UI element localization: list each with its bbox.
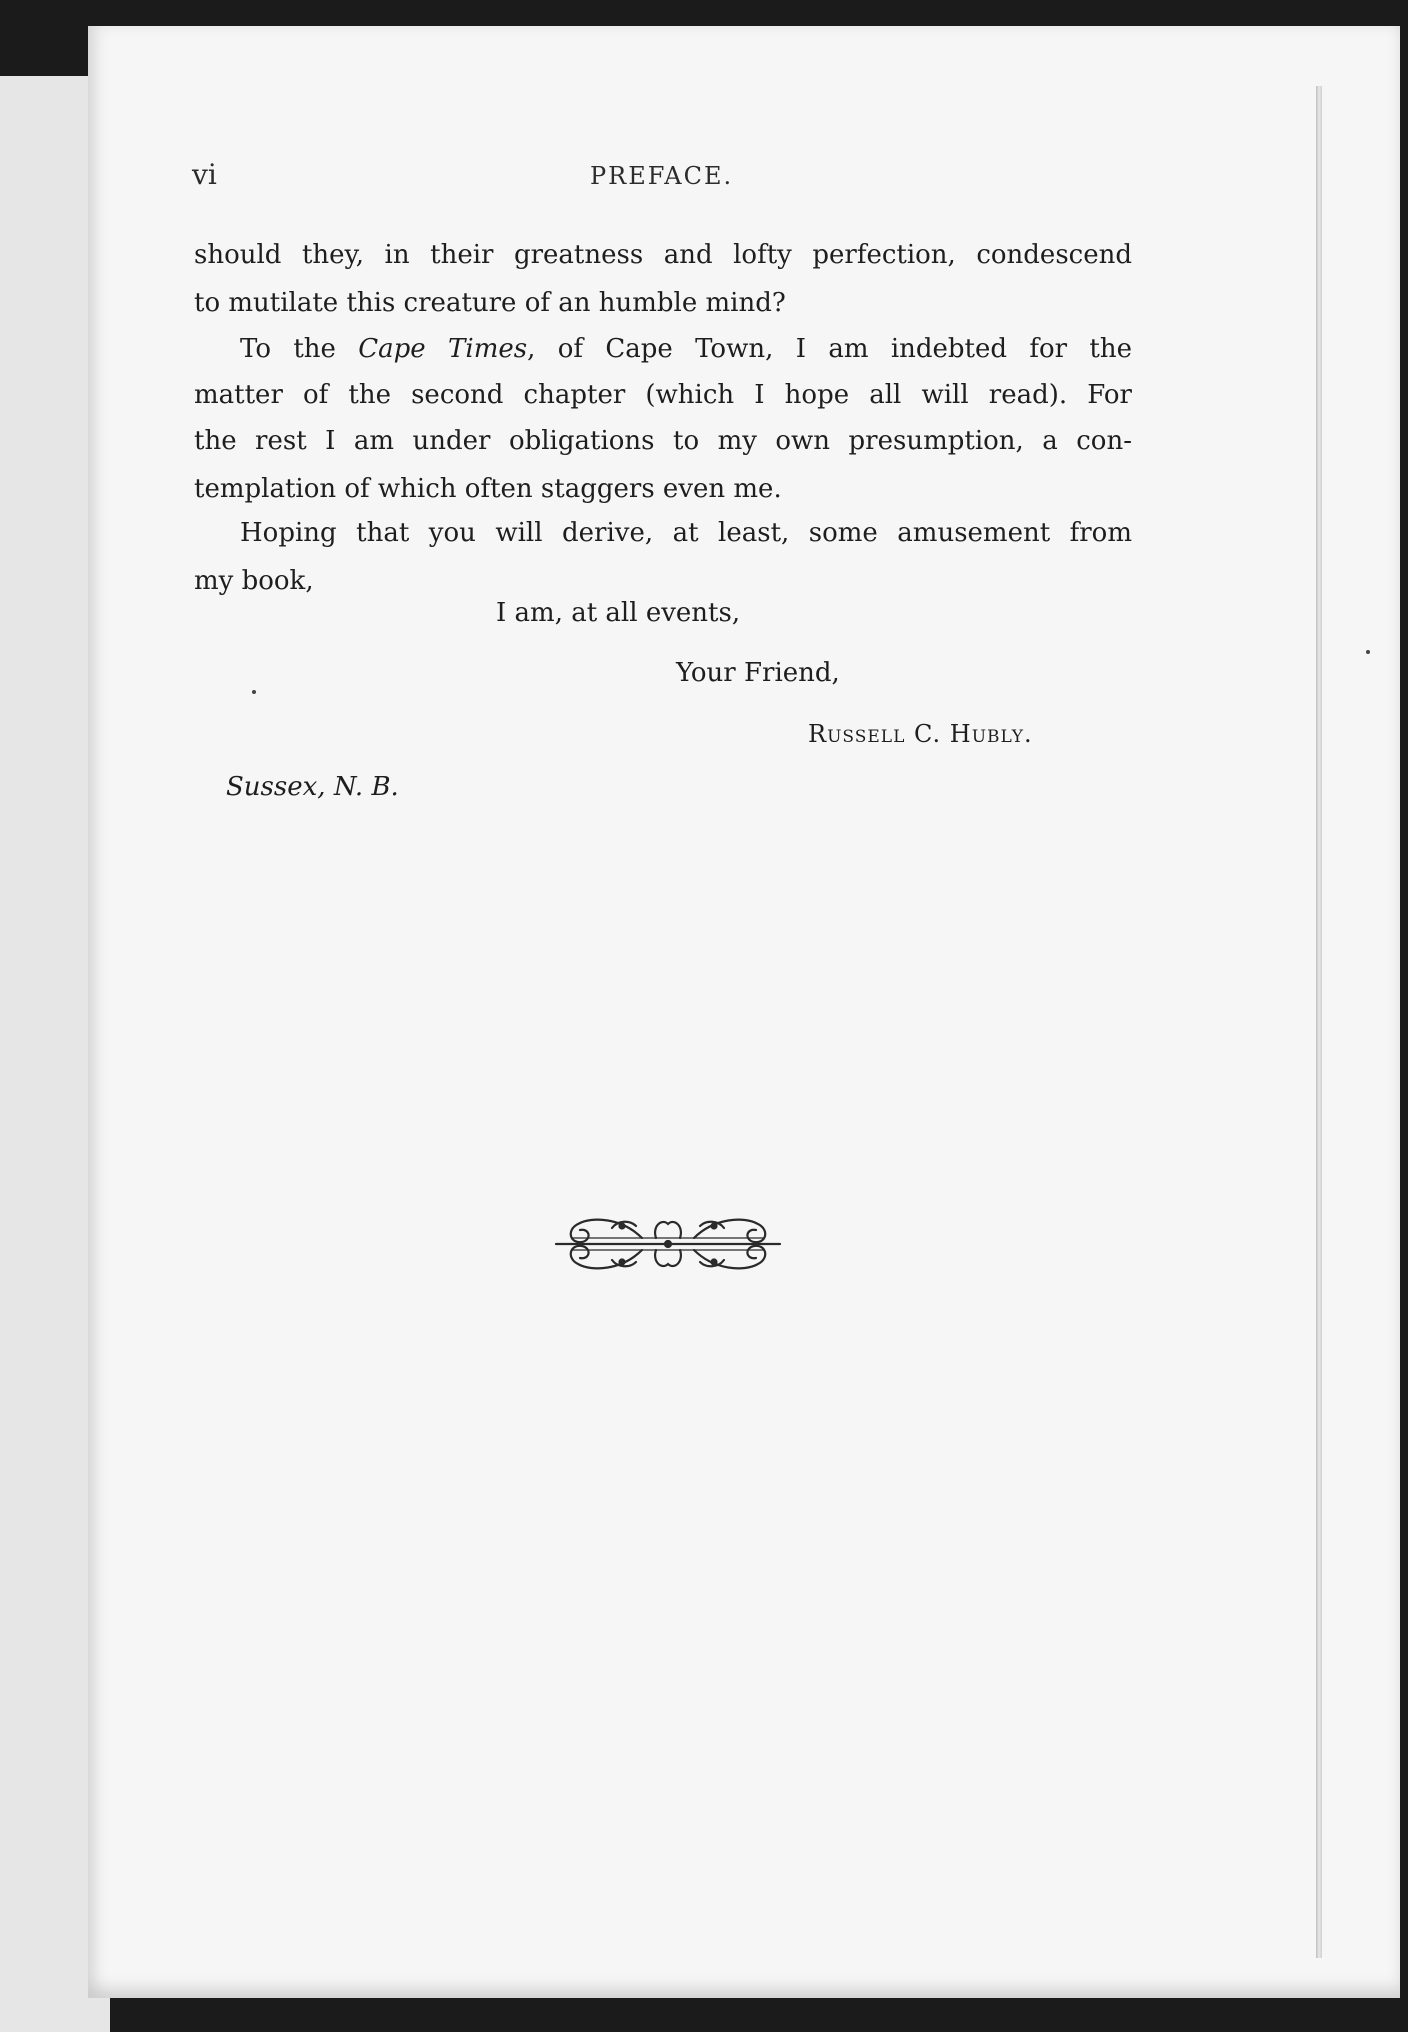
scroll-flourish-ornament-icon bbox=[552, 1198, 784, 1290]
page-edge bbox=[1316, 86, 1322, 1958]
scan-speck bbox=[252, 690, 256, 694]
running-head: PREFACE. bbox=[590, 162, 734, 190]
text-line: my book, bbox=[194, 566, 314, 596]
closing-salutation: Your Friend, bbox=[676, 658, 840, 688]
book-page bbox=[88, 26, 1400, 1998]
page-number: vi bbox=[192, 158, 217, 191]
signature: Russell C. Hubly. bbox=[808, 720, 1033, 748]
scan-speck bbox=[1366, 650, 1370, 654]
italic-title: Cape Times bbox=[358, 334, 528, 364]
text-line: To the Cape Times, of Cape Town, I am indebted for the bbox=[240, 334, 1133, 364]
text-line: matter of the second chapter (which I hope all will read). For bbox=[194, 380, 1132, 410]
text-line: the rest I am under obligations to my own presumption, a con- bbox=[194, 426, 1132, 456]
text-line: templation of which often staggers even me. bbox=[194, 474, 782, 504]
closing-line: I am, at all events, bbox=[496, 598, 741, 628]
text-line: to mutilate this creature of an humble mind? bbox=[194, 288, 786, 318]
place-line: Sussex, N. B. bbox=[226, 772, 399, 802]
text-line: Hoping that you will derive, at least, some amusement from bbox=[240, 518, 1132, 548]
text-line: should they, in their greatness and lofty perfection, condescend bbox=[194, 240, 1132, 270]
